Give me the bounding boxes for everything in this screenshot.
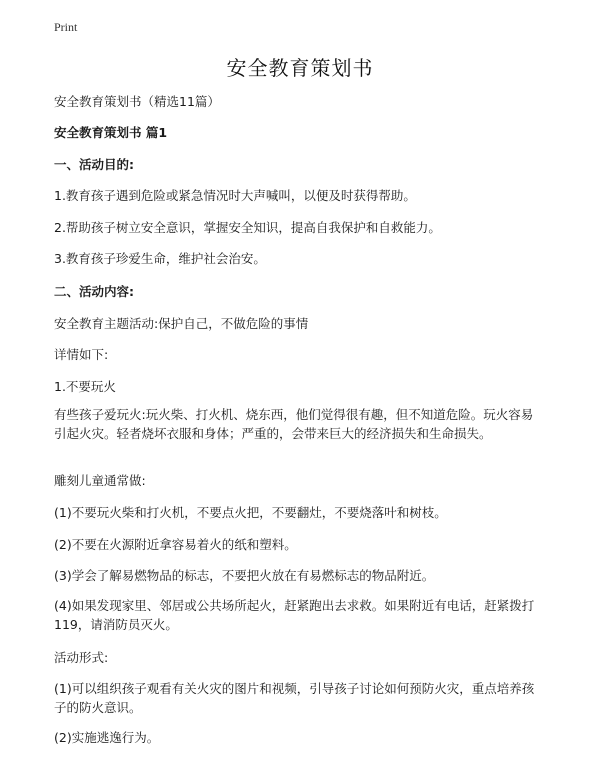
goal-item: 3.教育孩子珍爱生命，维护社会治安。: [54, 251, 266, 266]
goal-item: 1.教育孩子遇到危险或紧急情况时大声喊叫，以便及时获得帮助。: [54, 188, 416, 203]
form-item: (1)可以组织孩子观看有关火灾的图片和视频，引导孩子讨论如何预防火灾，重点培养孩子的防火意识。: [54, 681, 535, 715]
goal-item: 2.帮助孩子树立安全意识，掌握安全知识，提高自我保护和自救能力。: [54, 220, 441, 235]
rhyme-item: (4)如果发现家里、邻居或公共场所起火，赶紧跑出去求救。如果附近有电话，赶紧拨打119，请消防员灭火。: [54, 598, 535, 632]
document-subtitle: 安全教育策划书（精选11篇）: [54, 94, 220, 109]
item-title: 1.不要玩火: [54, 379, 116, 394]
rhyme-item: (1)不要玩火柴和打火机，不要点火把，不要翻灶，不要烧落叶和树枝。: [54, 505, 447, 520]
rhyme-item: (2)不要在火源附近拿容易着火的纸和塑料。: [54, 537, 297, 552]
activity-theme: 安全教育主题活动:保护自己，不做危险的事情: [54, 316, 309, 331]
form-item: (2)实施逃逸行为。: [54, 730, 160, 745]
article-heading: 安全教育策划书 篇1: [54, 125, 168, 140]
rhyme-title: 雕刻儿童通常做:: [54, 473, 146, 488]
print-label[interactable]: Print: [54, 20, 78, 34]
section-heading-content: 二、活动内容:: [54, 284, 134, 299]
section-heading-goals: 一、活动目的:: [54, 157, 134, 172]
form-title: 活动形式:: [54, 650, 109, 665]
details-intro: 详情如下:: [54, 347, 109, 362]
item-paragraph: 有些孩子爱玩火:玩火柴、打火机、烧东西，他们觉得很有趣，但不知道危险。玩火容易引起火灾。轻者烧坏衣服和身体；严重的，会带来巨大的经济损失和生命损失。: [54, 407, 534, 441]
document-title: 安全教育策划书: [226, 56, 374, 80]
rhyme-item: (3)学会了解易燃物品的标志，不要把火放在有易燃标志的物品附近。: [54, 568, 435, 583]
